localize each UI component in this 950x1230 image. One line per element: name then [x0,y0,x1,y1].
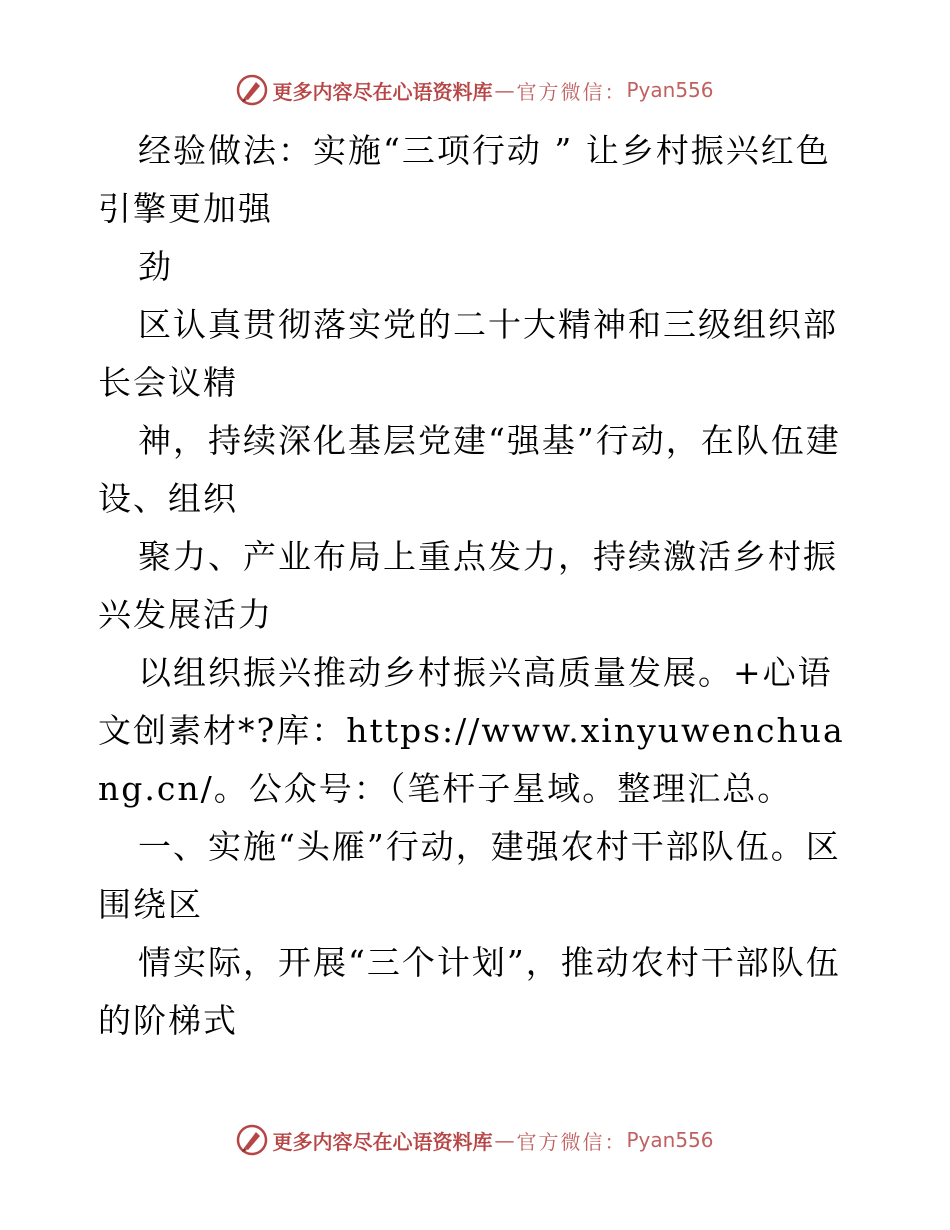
paragraph: 劲 [138,247,173,286]
document-body [98,122,858,1050]
pen-logo-icon [236,74,268,106]
paragraph: 神，持续深化基层党建“强基”行动，在队伍建设、组织 [98,421,841,518]
footer-wechat-label: 官方微信： [516,1129,627,1154]
paragraph: 区认真贯彻落实党的二十大精神和三级组织部长会议精 [98,305,838,402]
header-brand-text: 更多内容尽在心语资料库 [272,79,493,104]
paragraph: 情实际，开展“三个计划”，推动农村干部队伍的阶梯式 [98,943,841,1040]
header-separator: — [494,78,515,102]
paragraph: 聚力、产业布局上重点发力，持续激活乡村振兴发展活力 [98,537,838,634]
paragraph: 一、实施“头雁”行动，建强农村干部队伍。区围绕区 [98,827,841,924]
header-banner [0,70,950,110]
header-wechat-label: 官方微信： [516,79,627,104]
pen-logo-icon [236,1124,268,1156]
footer-brand-text: 更多内容尽在心语资料库 [272,1129,493,1154]
paragraph: 经验做法：实施“三项行动 ” 让乡村振兴红色引擎更加强 [98,131,831,228]
header-wechat-id: Pyan556 [626,78,714,102]
footer-banner [0,1120,950,1160]
paragraph: 以组织振兴推动乡村振兴高质量发展。+心语文创素材*?库：https://www.xinyuwenchuang.cn/。公众号：（笔杆子星域。整理汇总。 [98,653,845,808]
footer-wechat-id: Pyan556 [626,1128,714,1152]
footer-separator: — [494,1128,515,1152]
